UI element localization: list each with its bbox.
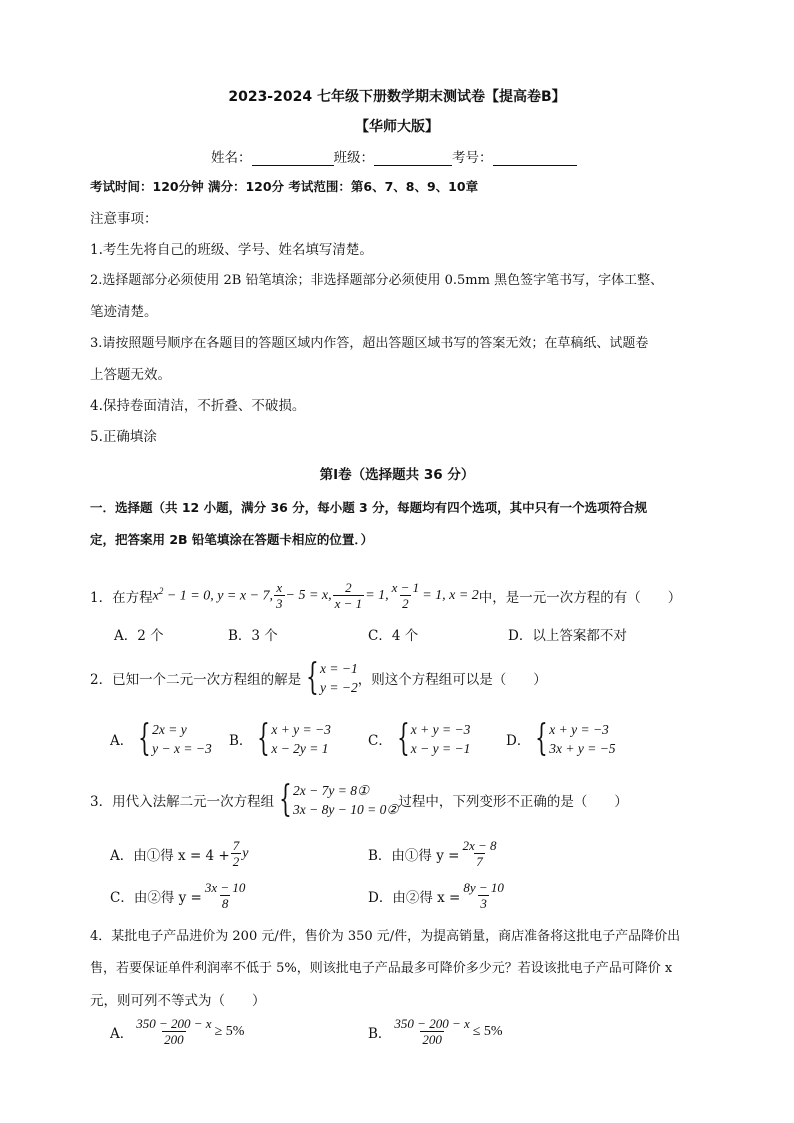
- class-label: 班级：: [333, 150, 374, 166]
- q2-option-b[interactable]: [229, 720, 331, 758]
- exam-no-field[interactable]: [493, 151, 577, 166]
- q3-option-d[interactable]: [368, 880, 507, 911]
- fraction-denominator: 2: [232, 854, 240, 869]
- q3-option-a[interactable]: [110, 838, 248, 869]
- q3-option-b[interactable]: [368, 838, 500, 869]
- option-system: { x + y = −3 3x + y = −5: [535, 718, 616, 759]
- option-label: B．: [368, 1025, 392, 1042]
- q2-suffix: ，则这个方程组可以是（ ）: [357, 672, 547, 688]
- option-label: D．: [506, 733, 531, 749]
- q1-eq-part: = 1,: [365, 587, 389, 603]
- name-field[interactable]: [252, 151, 334, 166]
- option-fraction: [461, 880, 506, 911]
- option-fraction: [392, 1016, 471, 1047]
- fraction-denominator: 8: [221, 896, 229, 911]
- q1-option-c[interactable]: C．4 个: [368, 628, 419, 644]
- fraction-numerator: 8y − 10: [463, 880, 504, 895]
- name-label: 姓名：: [211, 150, 252, 166]
- q1-equations: $x^2 - 1 = 0$, y = x − 7,: [152, 586, 274, 604]
- fraction-numerator: 3x − 10: [204, 880, 246, 895]
- q3-suffix: 过程中，下列变形不正确的是（ ）: [398, 794, 628, 810]
- fraction-denominator: 200: [422, 1032, 442, 1047]
- option-label: A．由①得 x = 4 +: [110, 847, 230, 864]
- q1-option-a[interactable]: A．2 个: [114, 628, 164, 644]
- option-label: B．: [229, 733, 253, 749]
- note-item: 笔迹清楚。: [90, 304, 158, 320]
- option-fraction: [203, 880, 248, 911]
- q1-option-b[interactable]: B．3 个: [228, 628, 278, 644]
- system-row: 3x − 8y − 10 = 0②: [293, 802, 399, 817]
- option-tail: ≤ 5%: [472, 1023, 503, 1039]
- q2-option-a[interactable]: [110, 720, 212, 758]
- fraction-numerator: 350 − 200 − x: [136, 1016, 212, 1031]
- q1-eq-part: = 1, x = 2: [422, 587, 479, 603]
- student-info-row: [211, 146, 577, 166]
- system-row: 3x + y = −5: [549, 741, 616, 756]
- system-row: x + y = −3: [410, 722, 471, 737]
- q2-solution-x: x = −1: [320, 661, 358, 676]
- system-row: x − y = −1: [410, 741, 471, 756]
- question-1-stem: [90, 580, 681, 611]
- fraction-numerator: 2x − 8: [462, 838, 497, 853]
- option-fraction: [231, 838, 242, 869]
- fraction-denominator: 3: [480, 896, 487, 911]
- option-label: D．由②得 x =: [368, 889, 461, 906]
- question-4-line: 售，若要保证单件利润率不低于 5%，则该批电子产品最多可降价多少元？若设该批电子产品可降价 x: [90, 961, 673, 976]
- note-item: 2.选择题部分必须使用 2B 铅笔填涂；非选择题部分必须使用 0.5mm 黑色签字笔书写，字体工整、: [90, 273, 664, 288]
- q2-solution-y: y = −2: [320, 680, 358, 695]
- option-system: { x + y = −3 x − 2y = 1: [257, 718, 331, 759]
- option-system: { 2x = y y − x = −3: [138, 718, 212, 759]
- option-tail: ≥ 5%: [214, 1023, 245, 1039]
- q1-frac-1: $\frac{x}{3}$: [276, 580, 283, 611]
- q1-frac-3: $\frac{x - 1}{2}$: [391, 580, 420, 611]
- question-4-line: 4．某批电子产品进价为 200 元/件，售价为 350 元/件，为提高销量，商店准备将这批电子产品降价出: [90, 929, 681, 944]
- question-2-stem: [90, 659, 547, 697]
- option-fraction: [134, 1016, 213, 1047]
- system-row: 2x − 7y = 8①: [293, 783, 370, 798]
- q2-option-d[interactable]: [506, 720, 616, 758]
- system-row: 2x = y: [152, 722, 187, 737]
- exam-subtitle: 【华师大版】: [355, 119, 439, 135]
- note-item: 3.请按照题号顺序在各题目的答题区域内作答，超出答题区域书写的答案无效；在草稿纸、试题卷: [90, 336, 649, 351]
- section-instruction: 定，把答案用 2B 铅笔填涂在答题卡相应的位置．）: [90, 532, 374, 547]
- class-field[interactable]: [374, 151, 452, 166]
- q3-system: { 2x − 7y = 8① 3x − 8y − 10 = 0②: [279, 779, 399, 820]
- q2-solution: { x = −1 y = −2: [306, 657, 358, 698]
- system-row: x + y = −3: [271, 722, 331, 737]
- fraction-numerator: 7: [232, 838, 240, 853]
- q1-eq-part: − 5 = x,: [285, 587, 332, 603]
- option-label: A．: [110, 733, 134, 749]
- option-label: C．由②得 y =: [110, 889, 202, 906]
- section-instruction: 一．选择题（共 12 小题，满分 36 分，每小题 3 分，每题均有四个选项，其中只有一个选项符合规: [90, 500, 648, 515]
- option-label: A．: [110, 1025, 134, 1042]
- exam-no-label: 考号：: [452, 150, 493, 166]
- note-item: 1.考生先将自己的班级、学号、姓名填写清楚。: [90, 242, 373, 258]
- notes-heading: 注意事项：: [90, 211, 158, 227]
- option-system: { x + y = −3 x − y = −1: [396, 718, 471, 759]
- question-3-stem: [90, 781, 628, 819]
- system-row: x − 2y = 1: [271, 741, 329, 756]
- q4-option-b[interactable]: [368, 1016, 503, 1047]
- note-item: 5.正确填涂: [90, 429, 157, 445]
- q1-frac-2: $\frac{2}{x - 1}$: [334, 580, 363, 611]
- option-tail: y: [242, 845, 249, 861]
- fraction-numerator: 350 − 200 − x: [394, 1016, 470, 1031]
- q1-prefix: 1．在方程: [90, 589, 153, 606]
- q1-option-d[interactable]: D．以上答案都不对: [508, 628, 627, 644]
- note-item: 4.保持卷面清洁，不折叠、不破损。: [90, 398, 306, 414]
- q3-option-c[interactable]: [110, 880, 248, 911]
- q1-suffix: 中，是一元一次方程的有（ ）: [478, 589, 682, 606]
- fraction-denominator: 200: [164, 1032, 184, 1047]
- q2-option-c[interactable]: [368, 720, 470, 758]
- q3-prefix: 3．用代入法解二元一次方程组: [90, 794, 275, 810]
- exam-info: 考试时间：120分钟 满分：120分 考试范围：第6、7、8、9、10章: [90, 179, 479, 194]
- option-label: B．由①得 y =: [368, 847, 460, 864]
- q4-option-a[interactable]: [110, 1016, 244, 1047]
- note-item: 上答题无效。: [90, 367, 171, 383]
- section-title: 第Ⅰ卷（选择题共 36 分）: [319, 467, 475, 483]
- system-row: y − x = −3: [152, 741, 212, 756]
- option-fraction: [460, 838, 498, 869]
- question-4-line: 元，则可列不等式为（ ）: [90, 993, 266, 1009]
- system-row: x + y = −3: [549, 722, 609, 737]
- fraction-denominator: 7: [476, 854, 483, 869]
- exam-title: 2023-2024 七年级下册数学期末测试卷【提高卷B】: [228, 89, 566, 105]
- q2-prefix: 2．已知一个二元一次方程组的解是: [90, 672, 302, 688]
- option-label: C．: [368, 733, 392, 749]
